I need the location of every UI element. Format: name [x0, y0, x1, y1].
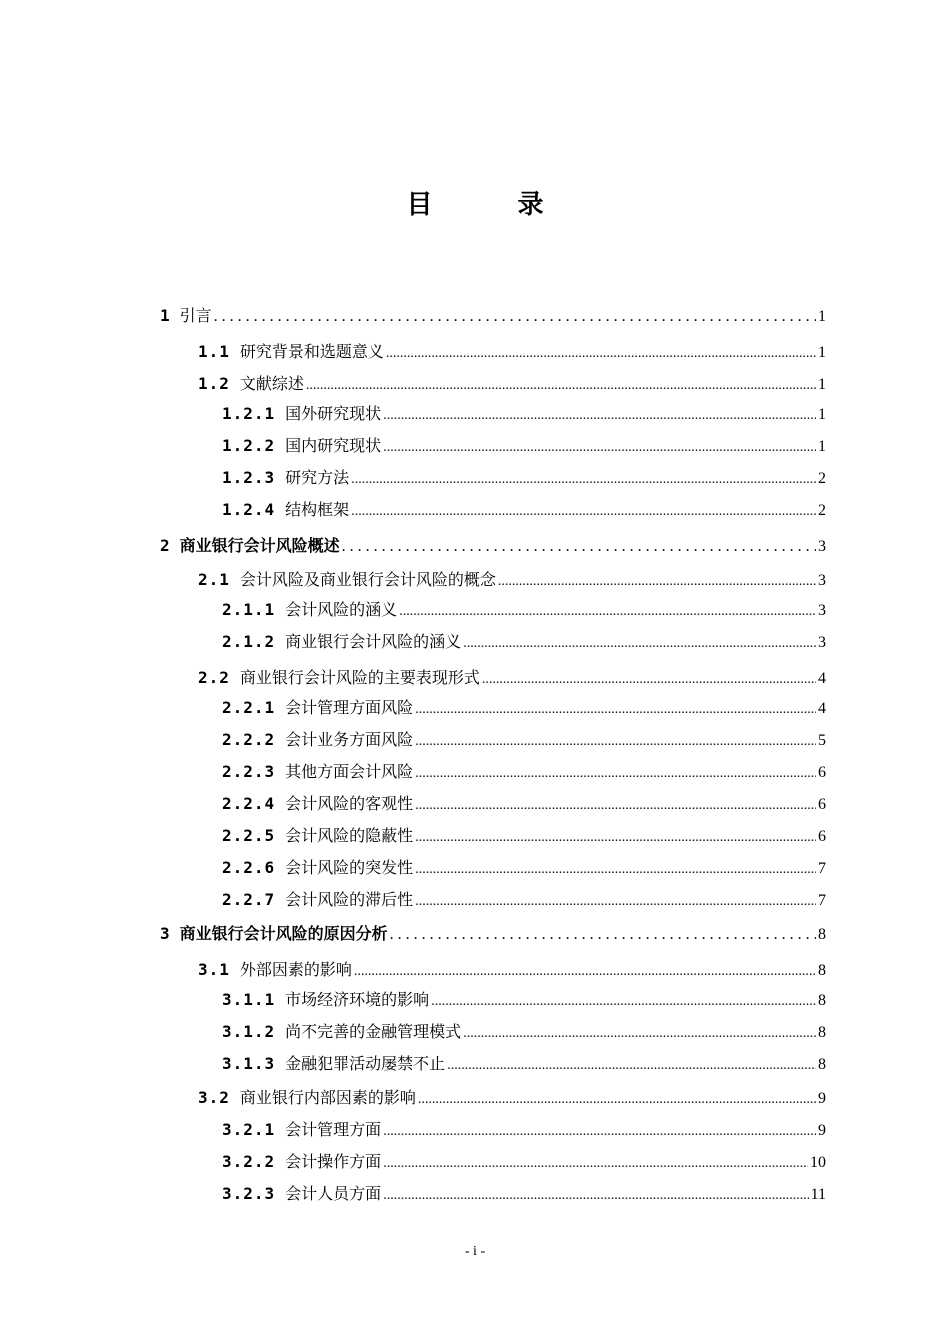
toc-entry-page: 3 — [818, 634, 826, 651]
toc-entry-number: 2.1.1 — [222, 600, 276, 619]
toc-entry-title: 其他方面会计风险 — [285, 762, 414, 781]
toc-dot-leader — [415, 858, 816, 882]
toc-entry-title: 商业银行会计风险的原因分析 — [179, 924, 388, 943]
toc-entry-number: 1.2.3 — [222, 468, 276, 487]
toc-entry-number: 3.1 — [198, 960, 230, 979]
page-number-footer: - i - — [464, 1244, 486, 1259]
toc-entry[interactable] — [222, 434, 826, 458]
toc-entry-page: 4 — [818, 700, 826, 717]
toc-entry-number: 2.1 — [198, 570, 230, 589]
toc-entry[interactable] — [222, 598, 826, 622]
toc-entry[interactable] — [222, 1052, 826, 1076]
toc-entry[interactable] — [222, 728, 826, 752]
toc-entry-number: 3.2 — [198, 1088, 230, 1107]
toc-entry-number: 3.2.3 — [222, 1184, 276, 1203]
toc-entry-title: 商业银行会计风险概述 — [179, 536, 340, 555]
toc-dot-leader — [383, 1184, 808, 1208]
toc-entry-title: 会计风险的滞后性 — [285, 890, 414, 909]
toc-entry-number: 3 — [160, 924, 170, 943]
toc-entry-title: 会计风险的涵义 — [285, 600, 398, 619]
toc-entry-title: 会计管理方面风险 — [285, 698, 414, 717]
toc-entry-page: 1 — [818, 308, 826, 325]
toc-entry-title: 会计风险的突发性 — [285, 858, 414, 877]
toc-dot-leader — [415, 890, 816, 914]
toc-entry-page: 5 — [818, 732, 826, 749]
toc-entry-title: 国内研究现状 — [285, 436, 382, 455]
toc-entry-number: 1.2.4 — [222, 500, 276, 519]
toc-entry-page: 8 — [818, 962, 826, 979]
toc-entry-page: 1 — [818, 406, 826, 423]
toc-entry-number: 3.2.1 — [222, 1120, 276, 1139]
toc-entry-page: 3 — [818, 538, 826, 555]
toc-entry-page: 3 — [818, 572, 826, 589]
toc-entry-title: 国外研究现状 — [285, 404, 382, 423]
toc-entry-page: 11 — [810, 1186, 826, 1203]
toc-entry-title: 商业银行会计风险的涵义 — [285, 632, 462, 651]
toc-entry[interactable] — [222, 856, 826, 880]
toc-dot-leader — [463, 632, 816, 656]
toc-dot-leader — [214, 305, 816, 329]
toc-entry-number: 3.1.2 — [222, 1022, 276, 1041]
toc-dot-leader — [482, 668, 816, 692]
toc-entry[interactable] — [222, 402, 826, 426]
toc-entry-title: 会计管理方面 — [285, 1120, 382, 1139]
toc-entry-page: 9 — [818, 1090, 826, 1107]
toc-entry-title: 会计风险的隐蔽性 — [285, 826, 414, 845]
toc-entry-number: 2.2.5 — [222, 826, 276, 845]
toc-entry-number: 2 — [160, 536, 170, 555]
toc-entry[interactable] — [222, 1150, 826, 1174]
toc-entry-number: 2.2.3 — [222, 762, 276, 781]
toc-entry-number: 1.1 — [198, 342, 230, 361]
toc-entry-title: 文献综述 — [239, 374, 304, 393]
toc-dot-leader — [447, 1054, 816, 1078]
toc-entry[interactable] — [222, 630, 826, 654]
toc-entry-title: 会计风险的客观性 — [285, 794, 414, 813]
toc-entry[interactable] — [198, 958, 826, 982]
toc-entry-page: 1 — [818, 344, 826, 361]
toc-dot-leader — [498, 570, 816, 594]
toc-dot-leader — [351, 468, 816, 492]
toc-entry[interactable] — [222, 1118, 826, 1142]
toc-entry-title: 会计业务方面风险 — [285, 730, 414, 749]
toc-entry[interactable] — [222, 888, 826, 912]
toc-entry-title: 商业银行内部因素的影响 — [239, 1088, 416, 1107]
toc-dot-leader — [383, 1120, 816, 1144]
toc-entry-number: 1.2 — [198, 374, 230, 393]
toc-dot-leader — [415, 762, 816, 786]
toc-entry[interactable] — [160, 534, 826, 558]
toc-entry-title: 金融犯罪活动屡禁不止 — [285, 1054, 446, 1073]
toc-dot-leader — [351, 500, 816, 524]
page-title: 目 录 — [406, 190, 582, 220]
toc-entry-page: 2 — [818, 502, 826, 519]
toc-entry[interactable] — [222, 1020, 826, 1044]
toc-entry-page: 3 — [818, 602, 826, 619]
toc-entry[interactable] — [160, 922, 826, 946]
toc-entry-title: 尚不完善的金融管理模式 — [285, 1022, 462, 1041]
toc-entry-number: 3.1.3 — [222, 1054, 276, 1073]
toc-dot-leader — [415, 794, 816, 818]
toc-entry[interactable] — [222, 466, 826, 490]
toc-dot-leader — [342, 535, 816, 559]
toc-entry[interactable] — [222, 1182, 826, 1206]
toc-entry-title: 会计操作方面 — [285, 1152, 382, 1171]
toc-dot-leader — [431, 990, 816, 1014]
toc-entry-page: 8 — [818, 926, 826, 943]
toc-entry[interactable] — [198, 666, 826, 690]
toc-entry[interactable] — [222, 696, 826, 720]
toc-entry-title: 商业银行会计风险的主要表现形式 — [239, 668, 480, 687]
toc-entry-page: 10 — [810, 1154, 826, 1171]
toc-entry-number: 2.2 — [198, 668, 230, 687]
toc-entry-number: 2.2.1 — [222, 698, 276, 717]
toc-entry-page: 9 — [818, 1122, 826, 1139]
toc-entry-page: 6 — [818, 796, 826, 813]
toc-entry[interactable] — [160, 304, 826, 328]
toc-dot-leader — [383, 404, 816, 428]
toc-entry-number: 2.2.4 — [222, 794, 276, 813]
toc-entry[interactable] — [222, 824, 826, 848]
toc-entry[interactable] — [198, 340, 826, 364]
toc-entry-title: 研究背景和选题意义 — [239, 342, 384, 361]
toc-entry-number: 1.2.2 — [222, 436, 276, 455]
toc-entry-title: 市场经济环境的影响 — [285, 990, 430, 1009]
toc-entry-number: 1.2.1 — [222, 404, 276, 423]
toc-entry[interactable] — [222, 988, 826, 1012]
toc-entry-title: 结构框架 — [285, 500, 350, 519]
toc-dot-leader — [383, 436, 816, 460]
toc-entry-page: 8 — [818, 1024, 826, 1041]
toc-entry-page: 7 — [818, 860, 826, 877]
toc-entry-number: 2.2.6 — [222, 858, 276, 877]
toc-entry-number: 3.1.1 — [222, 990, 276, 1009]
toc-entry-number: 2.2.7 — [222, 890, 276, 909]
toc-entry-title: 外部因素的影响 — [239, 960, 352, 979]
toc-dot-leader — [399, 600, 816, 624]
toc-entry-number: 2.2.2 — [222, 730, 276, 749]
toc-dot-leader — [463, 1022, 816, 1046]
toc-entry-page: 4 — [818, 670, 826, 687]
toc-entry-page: 1 — [818, 376, 826, 393]
toc-entry[interactable] — [198, 568, 826, 592]
toc-entry-page: 8 — [818, 992, 826, 1009]
toc-entry[interactable] — [198, 372, 826, 396]
toc-entry[interactable] — [222, 760, 826, 784]
toc-entry-title: 引言 — [179, 306, 212, 325]
toc-entry-page: 1 — [818, 438, 826, 455]
toc-entry-title: 会计人员方面 — [285, 1184, 382, 1203]
toc-entry-page: 7 — [818, 892, 826, 909]
toc-dot-leader — [354, 960, 816, 984]
toc-dot-leader — [415, 730, 816, 754]
toc-entry-number: 3.2.2 — [222, 1152, 276, 1171]
toc-dot-leader — [415, 698, 816, 722]
toc-entry[interactable] — [222, 498, 826, 522]
toc-dot-leader — [415, 826, 816, 850]
toc-dot-leader — [418, 1088, 816, 1112]
toc-dot-leader — [383, 1152, 808, 1176]
toc-entry[interactable] — [222, 792, 826, 816]
toc-entry-title: 会计风险及商业银行会计风险的概念 — [239, 570, 496, 589]
toc-entry-page: 6 — [818, 764, 826, 781]
toc-dot-leader — [386, 342, 816, 366]
toc-entry[interactable] — [198, 1086, 826, 1110]
toc-entry-number: 2.1.2 — [222, 632, 276, 651]
toc-entry-page: 6 — [818, 828, 826, 845]
toc-entry-page: 8 — [818, 1056, 826, 1073]
toc-entry-number: 1 — [160, 306, 170, 325]
toc-entry-title: 研究方法 — [285, 468, 350, 487]
toc-dot-leader — [306, 374, 816, 398]
toc-dot-leader — [390, 923, 816, 947]
toc-entry-page: 2 — [818, 470, 826, 487]
